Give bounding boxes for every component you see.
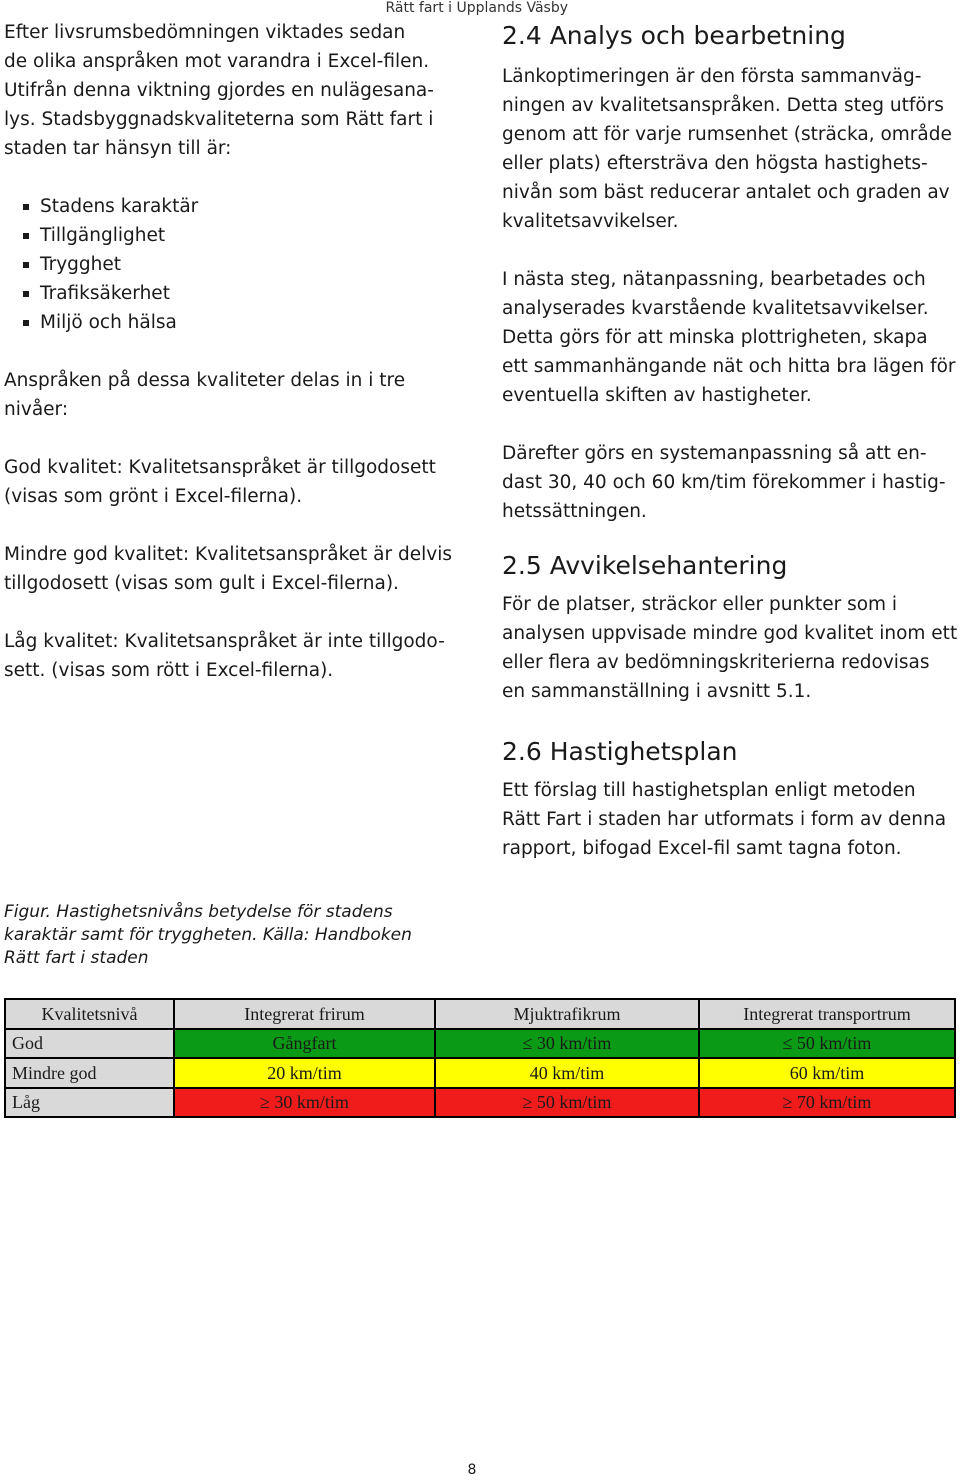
text-line: Detta görs för att minska plottrigheten, skapa xyxy=(502,327,928,348)
list-item: Tillgänglighet xyxy=(40,221,474,250)
intro-paragraph xyxy=(4,18,474,163)
text-line: Därefter görs en systemanpassning så att en- xyxy=(502,443,927,464)
levels-intro-paragraph xyxy=(4,366,474,424)
text-line: eller plats) eftersträva den högsta hastighets- xyxy=(502,153,928,174)
table-row xyxy=(5,1088,955,1118)
text-line: Rätt Fart i staden har utformats i form av denna xyxy=(502,809,947,830)
left-column xyxy=(4,18,474,685)
text-line: eventuella skiften av hastigheter. xyxy=(502,385,812,406)
intro-line: Efter livsrumsbedömningen viktades sedan xyxy=(4,22,406,43)
row-label: Låg xyxy=(5,1088,174,1118)
list-item: Miljö och hälsa xyxy=(40,308,474,337)
text-line: analyserades kvarstående kvalitetsavvikelser. xyxy=(502,298,929,319)
list-item: Trafiksäkerhet xyxy=(40,279,474,308)
list-item: Trygghet xyxy=(40,250,474,279)
table-cell: 40 km/tim xyxy=(435,1058,699,1088)
section-2-4-paragraph-3 xyxy=(502,439,958,526)
good-quality-paragraph xyxy=(4,453,474,511)
text-line: Anspråken på dessa kvaliteter delas in i tre xyxy=(4,370,406,391)
quality-list xyxy=(4,192,474,337)
medium-quality-paragraph xyxy=(4,540,474,598)
text-line: nivåer: xyxy=(4,399,69,420)
text-line: Ett förslag till hastighetsplan enligt metoden xyxy=(502,780,916,801)
text-line: eller flera av bedömningskriterierna redovisas xyxy=(502,652,930,673)
text-line: För de platser, sträckor eller punkter som i xyxy=(502,594,898,615)
speed-quality-table xyxy=(4,998,956,1118)
text-line: kvalitetsavvikelser. xyxy=(502,211,679,232)
table-cell: ≤ 50 km/tim xyxy=(699,1029,955,1059)
caption-line: karaktär samt för tryggheten. Källa: Handboken xyxy=(4,925,412,945)
table-cell: ≤ 30 km/tim xyxy=(435,1029,699,1059)
section-2-6-paragraph xyxy=(502,776,958,863)
text-line: I nästa steg, nätanpassning, bearbetades och xyxy=(502,269,926,290)
text-line: Mindre god kvalitet: Kvalitetsanspråket är delvis xyxy=(4,544,452,565)
text-line: Länkoptimeringen är den första sammanväg- xyxy=(502,66,922,87)
running-header: Rätt fart i Upplands Väsby xyxy=(385,0,568,16)
table-cell: ≥ 30 km/tim xyxy=(174,1088,435,1118)
intro-line: de olika anspråken mot varandra i Excel-filen. xyxy=(4,51,430,72)
table-header-cell: Integrerat transportrum xyxy=(699,999,955,1029)
table-cell: Gångfart xyxy=(174,1029,435,1059)
row-label: God xyxy=(5,1029,174,1059)
intro-line: lys. Stadsbyggnadskvaliteterna som Rätt fart i xyxy=(4,109,434,130)
intro-line: staden tar hänsyn till är: xyxy=(4,138,232,159)
section-2-5-title: 2.5 Avvikelsehantering xyxy=(502,551,788,580)
table-header-row xyxy=(5,999,955,1029)
text-line: ett sammanhängande nät och hitta bra lägen för xyxy=(502,356,956,377)
caption-line: Rätt fart i staden xyxy=(4,948,149,968)
intro-line: Utifrån denna viktning gjordes en nulägesana- xyxy=(4,80,434,101)
table-cell: ≥ 70 km/tim xyxy=(699,1088,955,1118)
text-line: (visas som grönt i Excel-filerna). xyxy=(4,486,303,507)
right-column xyxy=(502,18,958,863)
section-2-4-paragraph-2 xyxy=(502,265,958,410)
text-line: rapport, bifogad Excel-fil samt tagna foton. xyxy=(502,838,902,859)
page-number: 8 xyxy=(467,1462,477,1478)
table-cell: 20 km/tim xyxy=(174,1058,435,1088)
table-header-cell: Kvalitetsnivå xyxy=(5,999,174,1029)
text-line: dast 30, 40 och 60 km/tim förekommer i hastig- xyxy=(502,472,946,493)
text-line: nivån som bäst reducerar antalet och graden av xyxy=(502,182,950,203)
section-2-5-paragraph xyxy=(502,590,958,706)
row-label: Mindre god xyxy=(5,1058,174,1088)
text-line: sett. (visas som rött i Excel-filerna). xyxy=(4,660,334,681)
text-line: genom att för varje rumsenhet (sträcka, område xyxy=(502,124,952,145)
section-2-4-paragraph-1 xyxy=(502,62,958,236)
text-line: Låg kvalitet: Kvalitetsanspråket är inte tillgodo- xyxy=(4,631,445,652)
figure-caption xyxy=(4,901,444,970)
table-cell: ≥ 50 km/tim xyxy=(435,1088,699,1118)
text-line: God kvalitet: Kvalitetsanspråket är tillgodosett xyxy=(4,457,436,478)
table-row xyxy=(5,1029,955,1059)
section-2-4-title: 2.4 Analys och bearbetning xyxy=(502,21,846,50)
text-line: ningen av kvalitetsanspråken. Detta steg utförs xyxy=(502,95,944,116)
caption-line: Figur. Hastighetsnivåns betydelse för stadens xyxy=(4,902,393,922)
text-line: en sammanställning i avsnitt 5.1. xyxy=(502,681,812,702)
list-item: Stadens karaktär xyxy=(40,192,474,221)
text-line: analysen uppvisade mindre god kvalitet inom ett xyxy=(502,623,958,644)
section-2-6-title: 2.6 Hastighetsplan xyxy=(502,737,738,766)
table-header-cell: Mjuktrafikrum xyxy=(435,999,699,1029)
table-row xyxy=(5,1058,955,1088)
text-line: hetssättningen. xyxy=(502,501,647,522)
table-cell: 60 km/tim xyxy=(699,1058,955,1088)
table-header-cell: Integrerat frirum xyxy=(174,999,435,1029)
text-line: tillgodosett (visas som gult i Excel-filerna). xyxy=(4,573,399,594)
low-quality-paragraph xyxy=(4,627,474,685)
